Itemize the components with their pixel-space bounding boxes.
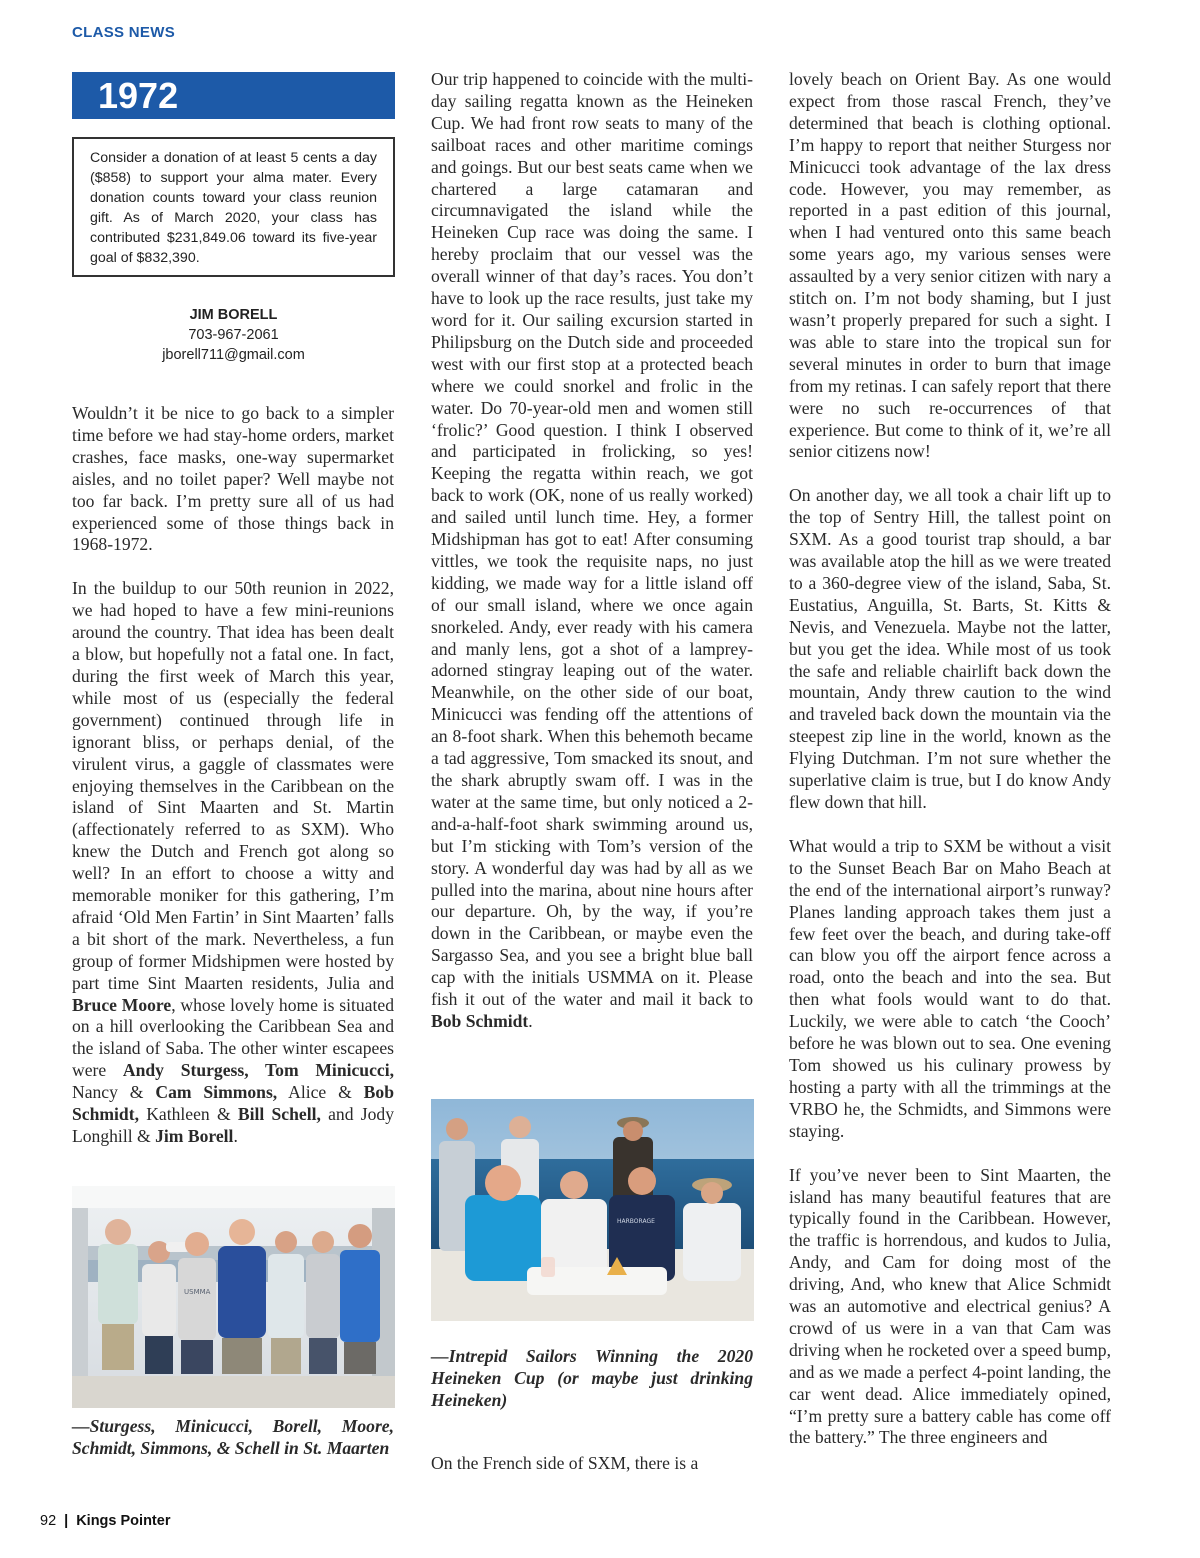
boat-photo-image (431, 1099, 754, 1321)
shirt-print: HARBORAGE (617, 1218, 655, 1225)
donation-box (72, 137, 395, 277)
class-correspondent (72, 305, 395, 365)
boat-photo-caption: —Intrepid Sailors Winning the 2020 Heineken Cup (or maybe just drinking Heineken) (431, 1346, 753, 1410)
article-paragraph: On the French side of SXM, there is a (431, 1453, 699, 1473)
section-label: CLASS NEWS (72, 24, 176, 41)
article-paragraph: Our trip happened to coincide with the multi-day sailing regatta known as the Heineken Cup. We had front row seats to many of the sailboat races and other maritime comings and goings. But our best seats came when we chartered a large catamaran and circumnavigated the island while the Heineken Cup race was doing the same. I hereby proclaim that our vessel was the overall winner of that day’s races. You don’t have to look up the race results, just take my word for it. Our sailing excursion started in Philipsburg on the Dutch side and proceeded west with our first stop at a protected beach where we could snorkel and frolic in the water. Do 70-year-old men and women still ‘frolic?’ Good question. I think I observed and participated in frolicking, so yes! Keeping the regatta within reach, we got back to work (OK, none of us really worked) and sailed until lunch time. Hey, a former Midshipman has got to eat! After consuming vittles, we took the requisite naps, no just kidding, we made way for a little island off of our small island, where we once again snorkeled. Andy, ever ready with his camera and manly lens, got a shot of a lamprey-adorned stingray leaping out of the water. Meanwhile, on the other side of our boat, Minicucci was fending off the attentions of an 8-foot shark. When this behemoth became a tad aggressive, Tom smacked its snout, and the shark abruptly swam off. I was in the water at the same time, but only noticed a 2-and-a-half-foot shark swimming around us, but I’m sticking with Tom’s version of the story. A wonderful day was had by all as we pulled into the marina, about nine hours after our departure. Oh, by the way, if you’re down in the Caribbean, or maybe even the Sargasso Sea, and you see a bright blue ball cap with the initials USMMA on it. Please fish it out of the water and mail it back to Bob Schmidt. (431, 69, 753, 1031)
article-column-2-continued (431, 1453, 753, 1497)
article-paragraph: On another day, we all took a chair lift up to the top of Sentry Hill, the tallest point on SXM. As a good tourist trap should, a bar was available atop the hill as we were treated to a 360-degree view of the island, Saba, St. Eustatius, Anguilla, St. Barts, St. Kitts & Nevis, and Venezuela. Maybe not the latter, but you get the idea. While most of us took the safe and reliable chairlift back down the mountain, Andy threw caution to the wind and traveled back down the mountain via the steepest zip line in the world, known as the Flying Dutchman. I’m not sure whether the superlative claim is true, but I do know Andy flew down that hill. (789, 485, 1111, 812)
article-column-1 (72, 403, 394, 1170)
correspondent-phone: 703-967-2061 (188, 327, 279, 343)
boat-photo (431, 1099, 754, 1321)
article-paragraph: What would a trip to SXM be without a visit to the Sunset Beach Bar on Maho Beach at the end of the international airport’s runway? Planes landing approach takes them just a few feet over the beach, and during take-off can blow you off the airport fence across a road, onto the beach and into the sea. But then what fools would want to do that. Luckily, we were able to catch ‘the Cooch’ before he was blown out to sea. One evening Tom showed us his culinary prowess by hosting a party with all the trimmings at the VRBO he, the Schmidts, and Simmons were staying. (789, 835, 1111, 1141)
class-year-banner (72, 72, 395, 119)
correspondent-email: jborell711@gmail.com (162, 347, 305, 363)
article-column-2 (431, 69, 753, 1055)
class-year: 1972 (98, 75, 179, 116)
article-paragraph: lovely beach on Orient Bay. As one would expect from those rascal French, they’ve determined that beach is clothing optional. I’m happy to report that neither Sturgess nor Minicucci took advantage of the lax dress code. However, you may remember, as reported in a past edition of this journal, when I had ventured onto this same beach some years ago, my various senses were assaulted by a very senior citizen with nary a stitch on. I’m not body shaming, but I just wasn’t properly prepared for such a sight. I was able to stare into the tropical sun for several minutes in order to burn that image from my retinas. I can safely report that there were no such re-occurrences of that experience. But come to think of it, we’re all senior citizens now! (789, 69, 1111, 462)
article-paragraph: Wouldn’t it be nice to go back to a simpler time before we had stay-home orders, market crashes, face masks, one-way supermarket aisles, and no toilet paper? Well maybe not too far back. I’m pretty sure all of us had experienced some of those things back in 1968-1972. (72, 403, 394, 555)
page-number: 92 (40, 1513, 57, 1529)
group-photo (72, 1186, 395, 1408)
article-column-3 (789, 69, 1111, 1471)
page-footer (40, 1513, 170, 1529)
footer-separator: | (64, 1513, 69, 1529)
article-paragraph: If you’ve never been to Sint Maarten, the island has many beautiful features that are typically found in the Caribbean. However, the traffic is horrendous, and kudos to Julia, Andy, and Cam for doing most of the driving, And, who knew that Alice Schmidt was an automotive and electrical genius? A crowd of us were in a van that Cam was driving when he rocketed over a speed bump, and as we made a perfect 4-point landing, the car went dead. Alice immediately opined, “I’m pretty sure a battery cable has come off the battery.” The three engineers and (789, 1164, 1111, 1448)
correspondent-name: JIM BORELL (189, 307, 278, 323)
group-photo-caption: —Sturgess, Minicucci, Borell, Moore, Schmidt, Simmons, & Schell in St. Maarten (72, 1416, 394, 1458)
magazine-name: Kings Pointer (76, 1513, 171, 1529)
shirt-print: USMMA (184, 1288, 211, 1296)
donation-text: Consider a donation of at least 5 cents a day ($858) to support your alma mater. Every donation counts toward your class reunion gift. As of March 2020, your class has contributed $231,849.06 toward its five-year goal of $832,390. (90, 150, 377, 266)
group-photo-image (72, 1186, 395, 1408)
article-paragraph: In the buildup to our 50th reunion in 2022, we had hoped to have a few mini-reunions around the country. That idea has been dealt a blow, but hopefully not a fatal one. In fact, during the first week of March this year, while most of us (especially the federal government) continued through life in ignorant bliss, or perhaps denial, of the virulent virus, a gaggle of classmates were enjoying themselves in the Caribbean on the island of Sint Maarten and St. Martin (affectionately referred to as SXM). Who knew the Dutch and French got along so well? In an effort to choose a witty and memorable moniker for this gathering, I’m afraid ‘Old Men Fartin’ in Sint Maarten’ falls a bit short of the mark. Nevertheless, a fun group of former Midshipmen were hosted by part time Sint Maarten residents, Julia and Bruce Moore, whose lovely home is situated on a hill overlooking the Caribbean Sea and the island of Saba. The other winter escapees were Andy Sturgess, Tom Minicucci, Nancy & Cam Simmons, Alice & Bob Schmidt, Kathleen & Bill Schell, and Jody Longhill & Jim Borell. (72, 578, 394, 1146)
